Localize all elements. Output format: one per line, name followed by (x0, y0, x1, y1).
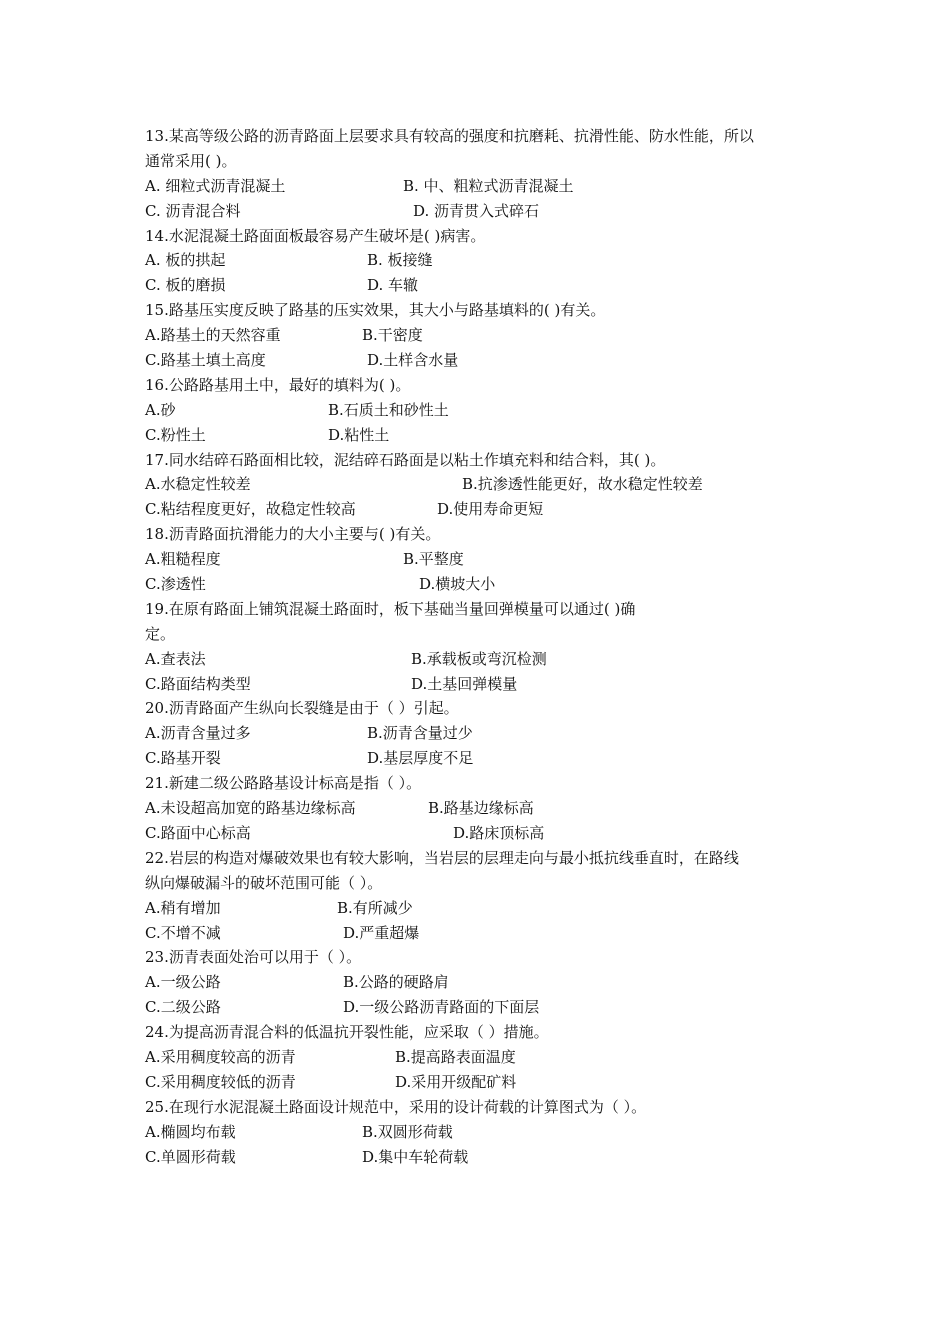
question-text: 22.岩层的构造对爆破效果也有较大影响，当岩层的层理走向与最小抵抗线垂直时，在路线 (145, 848, 739, 867)
question-text: 24.为提高沥青混合料的低温抗开裂性能，应采取（ ）措施。 (145, 1023, 549, 1042)
option-a: A.砂 (145, 400, 176, 419)
option-a: A.水稳定性较差 (145, 475, 251, 494)
option-row (145, 323, 825, 348)
option-row (145, 348, 825, 373)
option-row (145, 547, 825, 572)
question-text: 15.路基压实度反映了路基的压实效果，其大小与路基填料的( )有关。 (145, 301, 606, 320)
option-c: C.采用稠度较低的沥青 (145, 1072, 296, 1091)
option-a: A.未设超高加宽的路基边缘标高 (145, 799, 356, 818)
option-row (145, 472, 825, 497)
option-row (145, 174, 825, 199)
question-text: 纵向爆破漏斗的破坏范围可能（ ）。 (145, 873, 383, 892)
question-21 (145, 771, 825, 846)
option-row (145, 672, 825, 697)
option-row (145, 572, 825, 597)
question-text: 20.沥青路面产生纵向长裂缝是由于（ ）引起。 (145, 699, 459, 718)
option-row (145, 647, 825, 672)
option-a: A.稍有增加 (145, 898, 221, 917)
option-row (145, 970, 825, 995)
option-a: A. 细粒式沥青混凝土 (145, 176, 286, 195)
option-row (145, 398, 825, 423)
question-23 (145, 945, 825, 1020)
option-a: A.一级公路 (145, 973, 221, 992)
option-a: A.查表法 (145, 649, 206, 668)
option-row (145, 721, 825, 746)
option-row (145, 995, 825, 1020)
option-row (145, 796, 825, 821)
option-a: A.采用稠度较高的沥青 (145, 1047, 296, 1066)
option-a: A.沥青含量过多 (145, 724, 251, 743)
question-22 (145, 846, 825, 946)
option-b: B.路基边缘标高 (428, 799, 534, 818)
option-d: D. 沥青贯入式碎石 (413, 201, 540, 220)
option-d: D.一级公路沥青路面的下面层 (343, 998, 540, 1017)
option-c: C.渗透性 (145, 575, 206, 594)
option-b: B.石质土和砂性土 (328, 400, 449, 419)
option-b: B.有所减少 (337, 898, 413, 917)
option-b: B.抗渗透性能更好，故水稳定性较差 (462, 475, 703, 494)
option-row (145, 1070, 825, 1095)
option-d: D.基层厚度不足 (367, 749, 474, 768)
option-a: A. 板的拱起 (145, 251, 226, 270)
option-a: A.椭圆均布载 (145, 1122, 236, 1141)
option-c: C.单圆形荷载 (145, 1147, 236, 1166)
question-20 (145, 696, 825, 771)
option-a: A.粗糙程度 (145, 550, 221, 569)
question-25 (145, 1095, 825, 1170)
question-14 (145, 224, 825, 299)
question-text: 定。 (145, 624, 176, 643)
option-row (145, 423, 825, 448)
question-18 (145, 522, 825, 597)
option-b: B.干密度 (362, 326, 423, 345)
option-row (145, 1120, 825, 1145)
question-text: 17.同水结碎石路面相比较，泥结碎石路面是以粘土作填充料和结合料，其( )。 (145, 450, 666, 469)
option-c: C.二级公路 (145, 998, 221, 1017)
question-text: 13.某高等级公路的沥青路面上层要求具有较高的强度和抗磨耗、抗滑性能、防水性能，所以 (145, 127, 754, 145)
option-row (145, 896, 825, 921)
option-c: C.路基土填土高度 (145, 351, 266, 370)
option-b: B.公路的硬路肩 (343, 973, 449, 992)
option-row (145, 746, 825, 771)
option-c: C.路面结构类型 (145, 674, 251, 693)
question-19 (145, 597, 825, 697)
option-c: C.不增不减 (145, 923, 221, 942)
option-b: B. 板接缝 (367, 251, 433, 270)
question-text: 16.公路路基用土中，最好的填料为( )。 (145, 375, 411, 394)
option-d: D.采用开级配矿料 (395, 1072, 517, 1091)
question-text: 18.沥青路面抗滑能力的大小主要与( )有关。 (145, 525, 441, 544)
option-row (145, 1145, 825, 1170)
question-text: 通常采用( )。 (145, 151, 237, 170)
question-15 (145, 298, 825, 373)
option-b: B.双圆形荷载 (362, 1122, 453, 1141)
option-d: D.严重超爆 (343, 923, 420, 942)
option-b: B.沥青含量过少 (367, 724, 473, 743)
question-text: 19.在原有路面上铺筑混凝土路面时，板下基础当量回弹模量可以通过( )确 (145, 599, 636, 618)
option-d: D.土基回弹模量 (411, 674, 518, 693)
question-24 (145, 1020, 825, 1095)
option-c: C.路基开裂 (145, 749, 221, 768)
option-b: B. 中、粗粒式沥青混凝土 (403, 176, 574, 195)
option-d: D.粘性土 (328, 425, 390, 444)
question-13 (145, 124, 825, 224)
question-text: 21.新建二级公路路基设计标高是指（ ）。 (145, 774, 422, 793)
option-row (145, 1045, 825, 1070)
option-a: A.路基土的天然容重 (145, 326, 281, 345)
option-row (145, 199, 825, 224)
option-row (145, 273, 825, 298)
option-c: C.粉性土 (145, 425, 206, 444)
question-16 (145, 373, 825, 448)
option-b: B.平整度 (403, 550, 464, 569)
option-d: D.使用寿命更短 (437, 500, 544, 519)
option-c: C.粘结程度更好，故稳定性较高 (145, 500, 356, 519)
option-d: D.路床顶标高 (453, 823, 545, 842)
option-row (145, 921, 825, 946)
question-text: 14.水泥混凝土路面面板最容易产生破坏是( )病害。 (145, 226, 486, 245)
option-d: D.集中车轮荷载 (362, 1147, 469, 1166)
option-row (145, 248, 825, 273)
option-b: B.提高路表面温度 (395, 1047, 516, 1066)
option-row (145, 821, 825, 846)
option-d: D.土样含水量 (367, 351, 459, 370)
option-c: C.路面中心标高 (145, 823, 251, 842)
question-17 (145, 448, 825, 523)
option-d: D. 车辙 (367, 276, 419, 295)
option-row (145, 497, 825, 522)
question-text: 23.沥青表面处治可以用于（ ）。 (145, 948, 362, 967)
question-list (145, 124, 825, 1169)
question-text: 25.在现行水泥混凝土路面设计规范中，采用的设计荷载的计算图式为（ ）。 (145, 1097, 647, 1116)
option-c: C. 板的磨损 (145, 276, 226, 295)
option-c: C. 沥青混合料 (145, 201, 241, 220)
option-d: D.横坡大小 (419, 575, 496, 594)
option-b: B.承载板或弯沉检测 (411, 649, 547, 668)
